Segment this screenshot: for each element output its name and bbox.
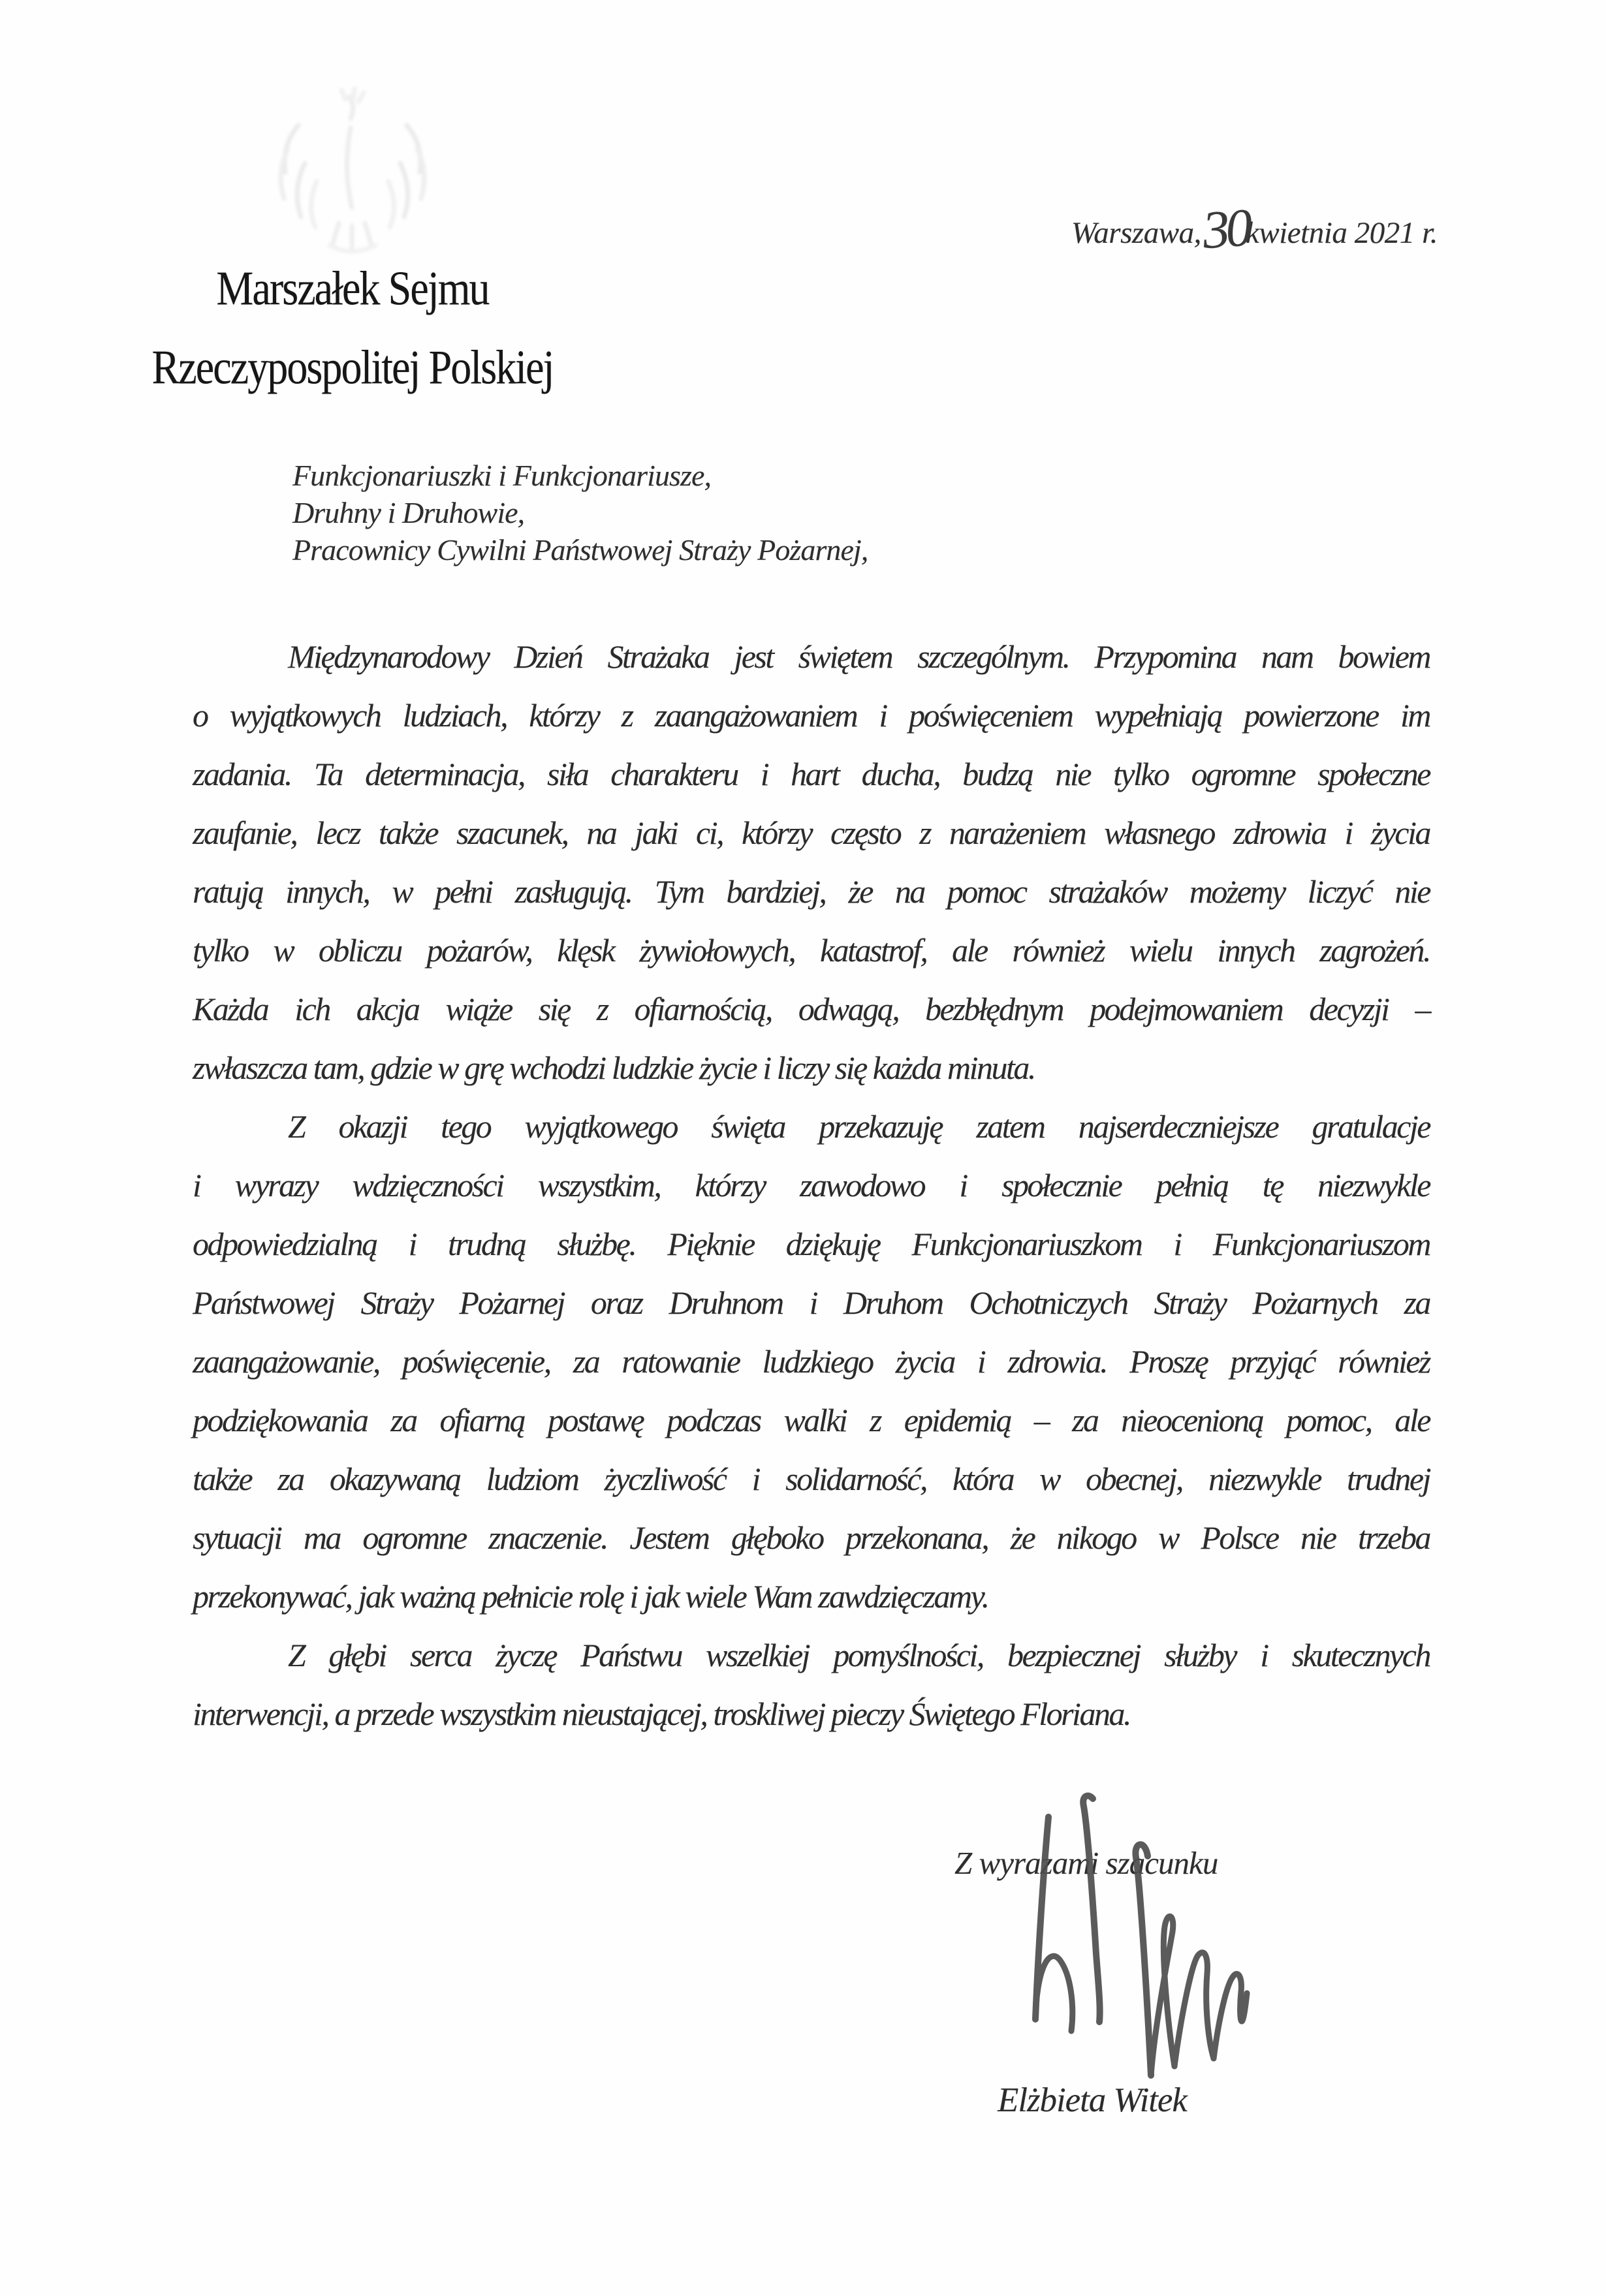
text-line: Państwowej Straży Pożarnej oraz Druhnom i Druhom Ochotniczych Straży Pożarnych za xyxy=(193,1284,1430,1321)
dateline-city: Warszawa, xyxy=(1071,216,1201,250)
salutation xyxy=(292,457,1141,568)
signatory-name: Elżbieta Witek xyxy=(998,2081,1187,2119)
text-line: sytuacji ma ogromne znaczenie. Jestem głęboko przekonana, że nikogo w Polsce nie trzeba xyxy=(193,1519,1430,1556)
text-line: Każda ich akcja wiąże się z ofiarnością, odwagą, bezbłędnym podejmowaniem decyzji – xyxy=(193,991,1430,1027)
text-line: Pracownicy Cywilni Państwowej Straży Pożarnej, xyxy=(292,533,868,566)
dateline xyxy=(1071,194,1438,260)
paragraph-1 xyxy=(193,627,1430,1097)
paragraph-3 xyxy=(193,1626,1430,1743)
text-line: ratują innych, w pełni zasługują. Tym bardziej, że na pomoc strażaków możemy liczyć nie xyxy=(193,873,1430,910)
handwritten-day: 30 xyxy=(1201,197,1251,260)
text-line: Funkcjonariuszki i Funkcjonariusze, xyxy=(292,459,712,492)
letterhead-line1: Marszałek Sejmu xyxy=(216,261,489,315)
text-line: zaufanie, lecz także szacunek, na jaki ci, którzy często z narażeniem własnego zdrowia i życia xyxy=(193,814,1430,851)
text-line: odpowiedzialną i trudną służbę. Pięknie dziękuję Funkcjonariuszkom i Funkcjonariuszom xyxy=(193,1226,1430,1262)
text-line: zadania. Ta determinacja, siła charakteru i hart ducha, budzą nie tylko ogromne społeczne xyxy=(193,756,1430,792)
letterhead xyxy=(111,249,594,407)
text-line: Międzynarodowy Dzień Strażaka jest świętem szczególnym. Przypomina nam bowiem xyxy=(288,638,1430,675)
polish-eagle-emblem-icon xyxy=(251,85,454,268)
text-line: podziękowania za ofiarną postawę podczas walki z epidemią – za nieocenioną pomoc, ale xyxy=(193,1402,1430,1438)
text-line: Z głębi serca życzę Państwu wszelkiej pomyślności, bezpiecznej służby i skutecznych xyxy=(288,1637,1430,1673)
text-line: Druhny i Druhowie, xyxy=(292,496,525,529)
closing-phrase: Z wyrazami szacunku xyxy=(954,1845,1218,1881)
letterhead-line2: Rzeczypospolitej Polskiej xyxy=(151,340,554,394)
text-line: także za okazywaną ludziom życzliwość i solidarność, która w obecnej, niezwykle trudnej xyxy=(193,1461,1430,1497)
paragraph-2 xyxy=(193,1097,1430,1626)
text-line: o wyjątkowych ludziach, którzy z zaangażowaniem i poświęceniem wypełniają powierzone im xyxy=(193,697,1430,734)
text-line: zwłaszcza tam, gdzie w grę wchodzi ludzkie życie i liczy się każda minuta. xyxy=(193,1049,1035,1086)
text-line: i wyrazy wdzięczności wszystkim, którzy zawodowo i społecznie pełnią tę niezwykle xyxy=(193,1167,1430,1203)
text-line: tylko w obliczu pożarów, klęsk żywiołowych, katastrof, ale również wielu innych zagrożeń. xyxy=(193,932,1430,969)
text-line: Z okazji tego wyjątkowego święta przekazuję zatem najserdeczniejsze gratulacje xyxy=(288,1108,1430,1145)
handwritten-signature-icon xyxy=(939,1790,1317,2096)
text-line: przekonywać, jak ważną pełnicie rolę i jak wiele Wam zawdzięczamy. xyxy=(193,1578,988,1615)
text-line: zaangażowanie, poświęcenie, za ratowanie ludzkiego życia i zdrowia. Proszę przyjąć również xyxy=(193,1343,1430,1380)
dateline-rest: kwietnia 2021 r. xyxy=(1245,216,1438,250)
letter-body xyxy=(193,627,1430,1743)
text-line: interwencji, a przede wszystkim nieustającej, troskliwej pieczy Świętego Floriana. xyxy=(193,1696,1130,1732)
